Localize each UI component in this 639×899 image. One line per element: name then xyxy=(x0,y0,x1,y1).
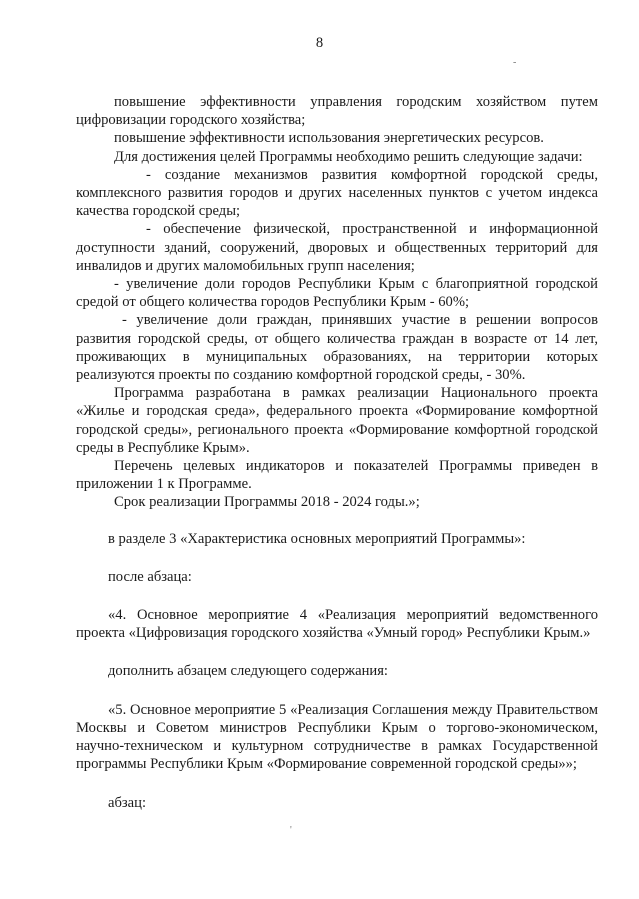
page-number: 8 xyxy=(315,35,324,51)
document-body xyxy=(76,93,598,812)
paragraph: Программа разработана в рамках реализации Национального проекта «Жилье и городская среда», федерального проекта «Формирование комфортной городской среды», регионального проекта «Формирование комфортной городской среды в Республике Крым». xyxy=(76,385,598,456)
paragraph: после абзаца: xyxy=(108,568,192,585)
paragraph: повышение эффективности использования энергетических ресурсов. xyxy=(114,130,544,147)
quoted-paragraph: «5. Основное мероприятие 5 «Реализация Соглашения между Правительством Москвы и Советом министров Республики Крым о торгово-экономическом, научно-техническом и культурном сотрудничестве в рамках Государственной программы Республики Крым «Формирование современной городской среды»»; xyxy=(76,701,598,773)
paragraph: в разделе 3 «Характеристика основных мероприятий Программы»: xyxy=(108,530,526,547)
paragraph: абзац: xyxy=(108,794,147,811)
paragraph: дополнить абзацем следующего содержания: xyxy=(108,663,388,680)
quoted-paragraph: «4. Основное мероприятие 4 «Реализация мероприятий ведомственного проекта «Цифровизация городского хозяйства «Умный город» Республики Крым.» xyxy=(76,607,598,642)
paragraph: Срок реализации Программы 2018 - 2024 годы.»; xyxy=(114,494,420,511)
list-item: - увеличение доли граждан, принявших участие в решении вопросов развития городской среды, от общего количества граждан в возрасте от 14 лет, проживающих в муниципальных образованиях, на территории которых реализуются проекты по созданию комфортной городской среды, - 30%. xyxy=(76,312,598,384)
list-item: - обеспечение физической, пространственной и информационной доступности зданий, сооружений, дворовых и общественных территорий для инвалидов и других маломобильных групп населения; xyxy=(76,221,598,274)
list-item: - увеличение доли городов Республики Крым с благоприятной городской средой от общего количества городов Республики Крым - 60%; xyxy=(76,276,598,311)
list-item: - создание механизмов развития комфортной городской среды, комплексного развития городов и других населенных пунктов с учетом индекса качества городской среды; xyxy=(76,166,598,220)
paragraph: Для достижения целей Программы необходимо решить следующие задачи: xyxy=(114,148,583,165)
scan-speck: ' xyxy=(290,825,292,836)
scan-speck: - xyxy=(513,57,517,68)
paragraph: Перечень целевых индикаторов и показателей Программы приведен в приложении 1 к Программе. xyxy=(76,458,598,493)
paragraph: повышение эффективности управления городским хозяйством путем цифровизации городского хозяйства; xyxy=(76,94,598,129)
